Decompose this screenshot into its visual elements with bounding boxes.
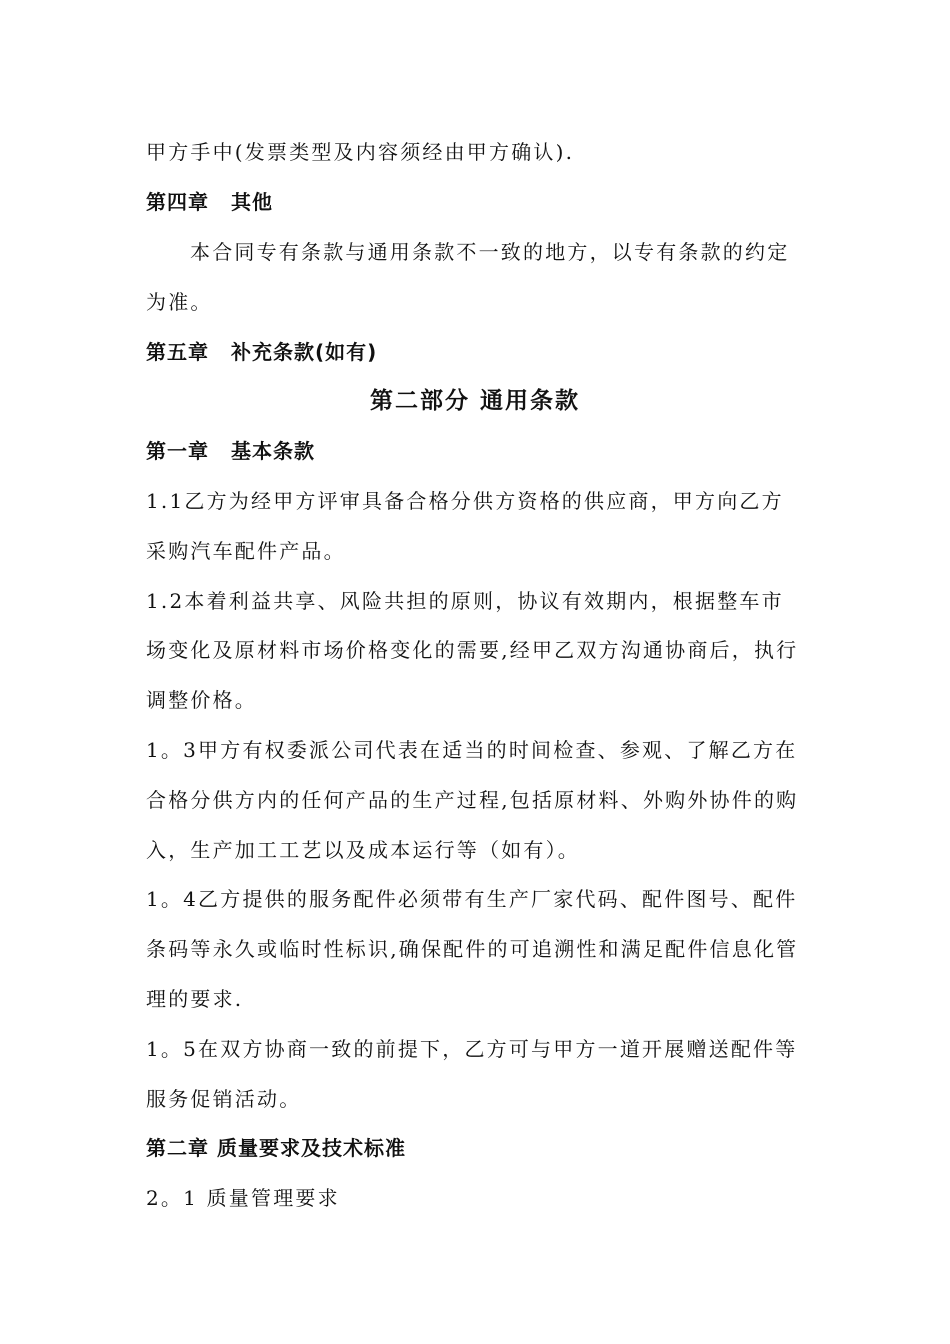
chapter-heading-2: 第二章 质量要求及技术标准 <box>146 1136 406 1160</box>
text-line: 1。4乙方提供的服务配件必须带有生产厂家代码、配件图号、配件 <box>146 887 798 911</box>
text-line: 场变化及原材料市场价格变化的需要,经甲乙双方沟通协商后，执行 <box>146 638 799 662</box>
text-line: 理的要求. <box>146 987 244 1011</box>
text-line: 为准。 <box>146 290 213 314</box>
text-line: 条码等永久或临时性标识,确保配件的可追溯性和满足配件信息化管 <box>146 937 799 961</box>
text-line: 服务促销活动。 <box>146 1087 302 1111</box>
text-line: 1.1乙方为经甲方评审具备合格分供方资格的供应商，甲方向乙方 <box>146 489 784 513</box>
section-heading: 2。1 质量管理要求 <box>146 1186 340 1210</box>
text-line: 1。3甲方有权委派公司代表在适当的时间检查、参观、了解乙方在 <box>146 738 798 762</box>
text-line: 调整价格。 <box>146 688 257 712</box>
text-line: 1.2本着利益共享、风险共担的原则，协议有效期内，根据整车市 <box>146 589 784 613</box>
text-line: 甲方手中(发票类型及内容须经由甲方确认). <box>146 140 575 164</box>
text-line: 入，生产加工工艺以及成本运行等（如有）。 <box>146 838 580 862</box>
chapter-heading-4 <box>146 189 812 215</box>
part-title: 第二部分 通用条款 <box>369 388 580 414</box>
chapter-title: 其他 <box>231 190 273 214</box>
chapter-number: 第一章 <box>146 439 209 463</box>
chapter-number: 第四章 <box>146 190 209 214</box>
chapter-title: 基本条款 <box>231 439 315 463</box>
text-line: 采购汽车配件产品。 <box>146 539 346 563</box>
chapter-title: 补充条款(如有) <box>231 340 378 364</box>
text-line: 1。5在双方协商一致的前提下，乙方可与甲方一道开展赠送配件等 <box>146 1037 798 1061</box>
chapter-heading-1 <box>146 438 812 464</box>
chapter-number: 第五章 <box>146 340 209 364</box>
text-line: 合格分供方内的任何产品的生产过程,包括原材料、外购外协件的购 <box>146 788 799 812</box>
text-line: 本合同专有条款与通用条款不一致的地方，以专有条款的约定 <box>190 240 790 264</box>
chapter-heading-5 <box>146 339 812 365</box>
